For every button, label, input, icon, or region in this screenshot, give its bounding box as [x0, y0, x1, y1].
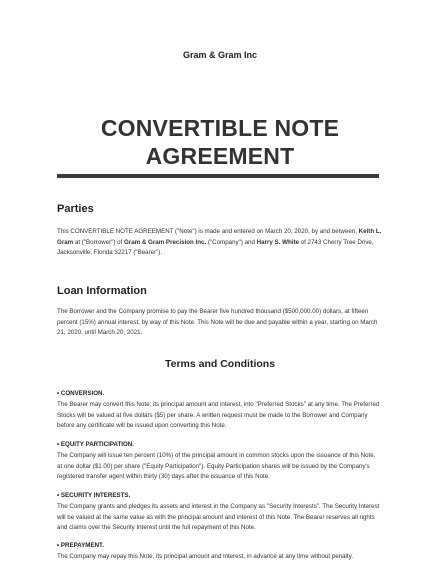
term-title-equity-participation: • EQUITY PARTICIPATION.: [57, 441, 134, 448]
parties-text-2: at ("Borrower") of: [73, 238, 124, 246]
company-full-name: Gram & Gram Precision Inc.: [123, 238, 207, 246]
borrower-name: Keith L. Gram: [57, 228, 382, 246]
loan-information-paragraph: The Borrower and the Company promise to pay the Bearer five hundred thousand ($500,000.00) dollars, at fifteen percent (15%) annual interest, by way of this Note. This Note will be due and payable within a year, starting on March 21, 2020, until March 20, 2021.: [57, 308, 378, 336]
company-name: Gram & Gram Inc: [182, 50, 258, 60]
term-title-conversion: • CONVERSION.: [57, 390, 105, 397]
parties-text-1: This CONVERTIBLE NOTE AGREEMENT ("Note") is made and entered on March 20, 2020, by and between,: [57, 228, 359, 235]
term-title-security-interests: • SECURITY INTERESTS.: [57, 492, 131, 499]
bearer-name: Harry S. White: [256, 238, 299, 246]
term-text-prepayment: The Company may repay this Note, its principal amount and interest, in advance at any time without penalty.: [57, 553, 354, 560]
parties-paragraph: [57, 227, 382, 259]
parties-heading: Parties: [57, 203, 94, 215]
term-title-prepayment: • PREPAYMENT.: [57, 542, 104, 549]
parties-text-3: ("Company") and: [206, 238, 257, 246]
title-line-1: CONVERTIBLE NOTE: [100, 115, 340, 141]
title-divider: [57, 174, 379, 178]
loan-information-heading: Loan Information: [57, 285, 147, 297]
term-text-conversion: The Bearer may convert this Note; its principal amount and interest, into "Preferred Stocks" at any time. The Preferred Stocks will be valued at five dollars ($5) per share. A written request must be made to the Borrower and Company before any certificate will be issued upon converting this Note.: [57, 401, 380, 429]
document-title: [0, 114, 440, 170]
term-text-security-interests: The Company grants and pledges its assets and interest in the Company as "Security Interests". The Security Interest will be valued at the same value as with the principal amount and interest of this Note. The Bearer reserves all rights and claims over the Security Interest until the full repayment of this Note.: [57, 503, 380, 531]
term-text-equity-participation: The Company will issue ten percent (10%) of the principal amount in common stocks upon the issuance of this Note, at one dollar ($1.00) per share ("Equity Participation"). Equity Participation shares will be issued by the Company's registered transfer agent within thirty (30) days after the issuance of this Note.: [57, 452, 376, 480]
terms-heading: Terms and Conditions: [164, 358, 276, 370]
parties-text-4: of 2743 Cherry Tree Drive, Jacksonville, Florida 32217 ("Bearer").: [57, 238, 374, 256]
title-line-2: AGREEMENT: [145, 143, 295, 169]
